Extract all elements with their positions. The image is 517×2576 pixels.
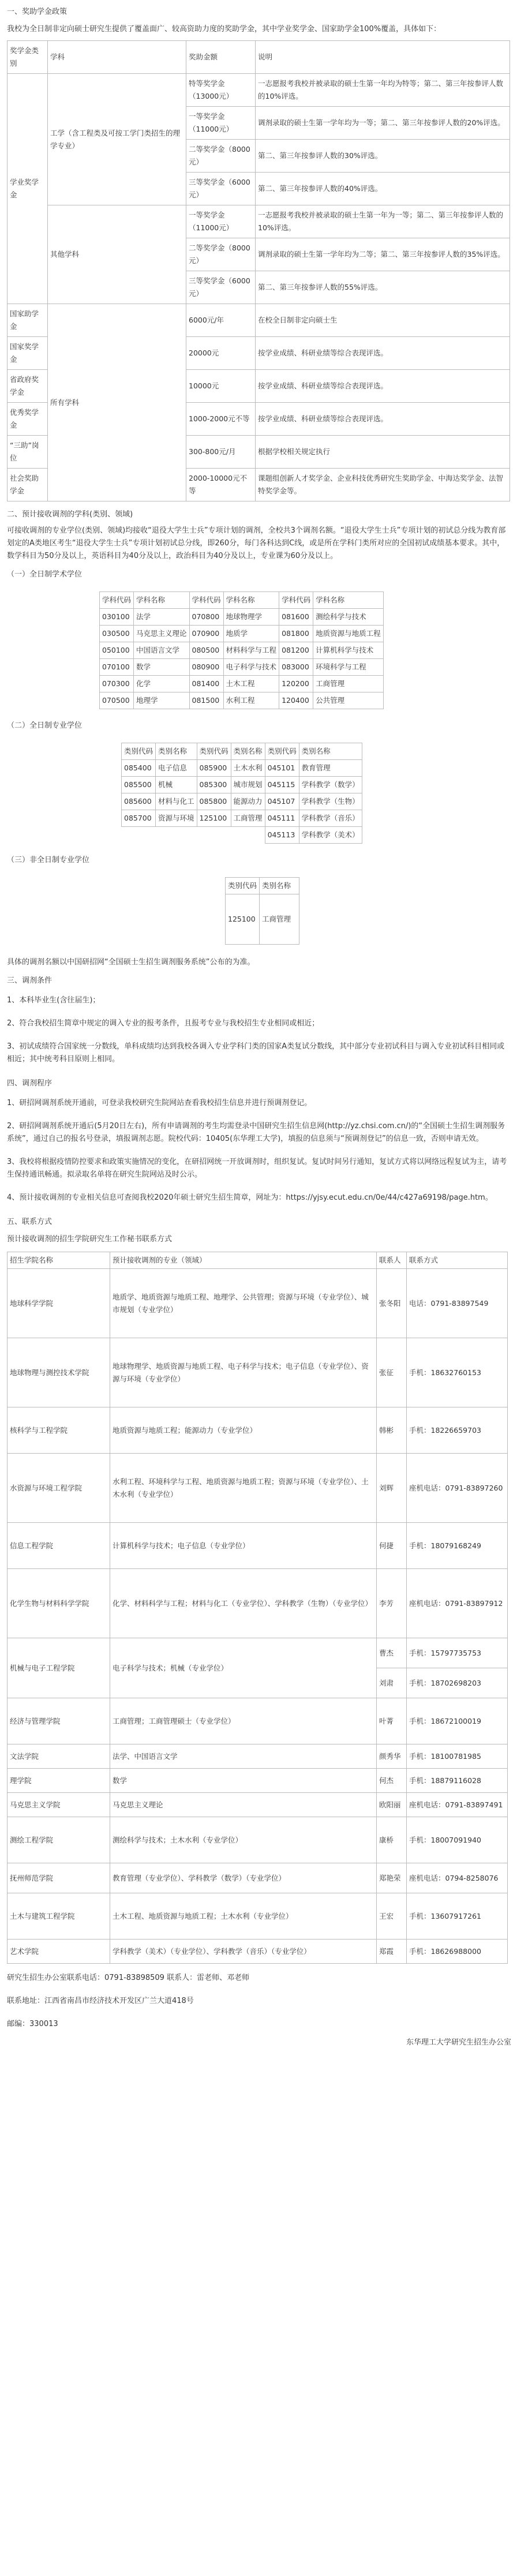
cell: 045113	[265, 827, 299, 844]
table-row	[8, 1893, 508, 1940]
contact-person: 颜秀华	[377, 1744, 407, 1769]
table-header: 学科名称	[313, 592, 384, 609]
table-row	[8, 1744, 508, 1769]
cell: 地球物理学	[223, 609, 279, 626]
section-title-subjects: 二、预计接收调剂的学科(类别、领域)	[7, 510, 133, 519]
contact-person: 何杰	[377, 1769, 407, 1793]
award-note: 一志愿报考我校并被录取的硕士生第一年均为特等；第二、第三年按参评人数的10%评选。	[256, 74, 510, 107]
contact-person: 曹杰	[377, 1638, 407, 1668]
cell: 计算机科学与技术	[313, 642, 384, 659]
contact-phone: 手机：18100781985	[407, 1744, 508, 1769]
award-category: 国家助学金	[8, 304, 48, 337]
contact-person: 刘辉	[377, 1454, 407, 1523]
cell: 030500	[100, 626, 134, 642]
cell: 081200	[279, 642, 313, 659]
cell: 045111	[265, 810, 299, 827]
college-name: 地球物理与测控技术学院	[8, 1338, 110, 1407]
majors: 土木工程、地质资源与地质工程；土木水利（专业学位）	[110, 1893, 377, 1940]
table-header: 类别名称	[299, 743, 362, 760]
contact-phone: 手机：18672100019	[407, 1698, 508, 1744]
cell: 080500	[189, 642, 223, 659]
table-header: 预计接收调剂的专业（领域）	[110, 1252, 377, 1269]
table-header: 学科名称	[223, 592, 279, 609]
cell: 工商管理	[231, 810, 265, 827]
cell: 085700	[122, 810, 156, 827]
academic-table	[99, 591, 384, 709]
cell: 测绘科学与技术	[313, 609, 384, 626]
majors: 地质学、地质资源与地质工程、地理学、公共管理；资源与环境（专业学位）、城市规划（专业学位）	[110, 1269, 377, 1338]
contact-person: 张冬阳	[377, 1269, 407, 1338]
table-header: 学科代码	[189, 592, 223, 609]
table-header: 类别代码	[197, 743, 231, 760]
table-row	[100, 659, 384, 676]
section-title-procedure: 四、调剂程序	[7, 1079, 53, 1088]
cell: 土木工程	[223, 676, 279, 692]
college-name: 地球科学学院	[8, 1269, 110, 1338]
contacts-table	[7, 1252, 508, 1964]
awards-table	[7, 40, 510, 501]
award-category: 学业奖学金	[8, 74, 48, 304]
college-name: 机械与电子工程学院	[8, 1638, 110, 1698]
contact-person: 李芳	[377, 1569, 407, 1638]
award-amount: 二等奖学金（8000元）	[186, 238, 256, 271]
cell: 081400	[189, 676, 223, 692]
table-row	[8, 1769, 508, 1793]
award-amount: 一等奖学金（11000元）	[186, 107, 256, 140]
cell: 045101	[265, 760, 299, 777]
table-row	[8, 1793, 508, 1817]
table-row	[100, 642, 384, 659]
award-note: 按学业成绩、科研业绩等综合表现评选。	[256, 370, 510, 403]
table-header: 说明	[256, 41, 510, 74]
contact-phone: 座机电话：0791-83897260	[407, 1454, 508, 1523]
contact-phone: 手机：18632760153	[407, 1338, 508, 1407]
table-header: 类别名称	[260, 878, 299, 894]
cell: 050100	[100, 642, 134, 659]
table-row	[100, 609, 384, 626]
majors: 计算机科学与技术；电子信息（专业学位）	[110, 1523, 377, 1569]
table-row	[8, 1569, 508, 1638]
cell: 数学	[134, 659, 190, 676]
college-name: 水资源与环境工程学院	[8, 1454, 110, 1523]
majors: 数学	[110, 1769, 377, 1793]
award-amount: 10000元	[186, 370, 256, 403]
cell: 083000	[279, 659, 313, 676]
college-name: 文法学院	[8, 1744, 110, 1769]
award-amount: 一等奖学金（11000元）	[186, 205, 256, 238]
award-note: 按学业成绩、科研业绩等综合表现评选。	[256, 337, 510, 370]
table-header: 类别代码	[226, 878, 260, 894]
cell: 地理学	[134, 692, 190, 709]
table-row	[8, 1523, 508, 1569]
cell: 030100	[100, 609, 134, 626]
table-row	[100, 692, 384, 709]
award-category: 国家奖学金	[8, 337, 48, 370]
cell: 地质学	[223, 626, 279, 642]
award-amount: 300-800元/月	[186, 436, 256, 469]
table-row	[122, 810, 362, 827]
cell: 工商管理	[260, 894, 299, 945]
postcode: 邮编：330013	[7, 2020, 58, 2028]
award-note: 调剂录取的硕士生第一学年均为一等；第二、第三年按参评人数的20%评选。	[256, 107, 510, 140]
college-name: 化学生物与材料科学学院	[8, 1569, 110, 1638]
college-name: 测绘工程学院	[8, 1817, 110, 1863]
cell: 化学	[134, 676, 190, 692]
award-note: 根据学校相关规定执行	[256, 436, 510, 469]
signature: 东华理工大学研究生招生办公室	[406, 2038, 511, 2047]
table-header: 学科	[48, 41, 186, 74]
contact-phone: 手机：13607917261	[407, 1893, 508, 1940]
cell: 材料与化工	[156, 793, 197, 810]
cell: 城市规划	[231, 777, 265, 793]
table-row	[8, 1338, 508, 1407]
contact-intro: 预计接收调剂的招生学院研究生工作秘书联系方式	[7, 1235, 173, 1244]
contact-phone: 手机：18226659703	[407, 1407, 508, 1454]
award-note: 第二、第三年按参评人数的30%评选。	[256, 140, 510, 173]
cell: 120400	[279, 692, 313, 709]
majors: 水利工程、环境科学与工程、地质资源与地质工程；资源与环境（专业学位）、土木水利（专业学位）	[110, 1454, 377, 1523]
cell: 电子科学与技术	[223, 659, 279, 676]
cell: 085600	[122, 793, 156, 810]
subsection-professional: （二）全日制专业学位	[7, 721, 83, 730]
award-category: 社会奖助学金	[8, 469, 48, 501]
table-header: 招生学院名称	[8, 1252, 110, 1269]
award-amount: 2000-10000元不等	[186, 469, 256, 501]
contact-person: 郑霞	[377, 1940, 407, 1964]
table-row	[100, 626, 384, 642]
subsection-parttime: （三）非全日制专业学位	[7, 856, 90, 864]
cell: 085300	[197, 777, 231, 793]
contact-phone: 手机：18702698203	[407, 1668, 508, 1698]
cell: 070300	[100, 676, 134, 692]
cell: 125100	[197, 810, 231, 827]
majors: 法学、中国语言文学	[110, 1744, 377, 1769]
grad-office-contact: 研究生招生办公室联系电话：0791-83898509 联系人：雷老师、邓老师	[7, 1974, 250, 1982]
contact-person: 叶菁	[377, 1698, 407, 1744]
contact-person: 康桥	[377, 1817, 407, 1863]
majors: 学科教学（美术）（专业学位）、学科教学（音乐）（专业学位）	[110, 1940, 377, 1964]
cell: 085400	[122, 760, 156, 777]
cell: 材料科学与工程	[223, 642, 279, 659]
table-header: 学科代码	[279, 592, 313, 609]
cell: 中国语言文学	[134, 642, 190, 659]
table-row	[226, 894, 299, 945]
cell: 环境科学与工程	[313, 659, 384, 676]
contact-phone: 座机电话：0791-83897912	[407, 1569, 508, 1638]
cell: 085500	[122, 777, 156, 793]
table-row	[100, 676, 384, 692]
section-title-awards: 一、奖助学金政策	[7, 8, 68, 16]
contact-phone: 手机：15797735753	[407, 1638, 508, 1668]
contact-phone: 手机：18879116028	[407, 1769, 508, 1793]
table-row	[122, 760, 362, 777]
parttime-table	[225, 877, 299, 945]
table-header: 类别代码	[265, 743, 299, 760]
award-category: “三助”岗位	[8, 436, 48, 469]
award-note: 在校全日制非定向硕士生	[256, 304, 510, 337]
cell: 070500	[100, 692, 134, 709]
awards-intro: 我校为全日制非定向硕士研究生提供了覆盖面广、较高资助力度的奖助学金，其中学业奖学金、国家助学金100%覆盖，具体如下：	[7, 25, 441, 33]
table-row	[8, 1940, 508, 1964]
contact-phone: 座机电话：0794-8258076	[407, 1863, 508, 1893]
table-header: 学科代码	[100, 592, 134, 609]
cell: 125100	[226, 894, 260, 945]
condition-item: 1、本科毕业生(含往届生)；	[7, 996, 100, 1005]
table-row	[8, 1698, 508, 1744]
cell: 学科教学（生物）	[299, 793, 362, 810]
cell: 学科教学（美术）	[299, 827, 362, 844]
contact-phone: 手机：18079168249	[407, 1523, 508, 1569]
majors: 电子科学与技术；机械（专业学位）	[110, 1638, 377, 1698]
contact-phone: 座机电话：0791-83897491	[407, 1793, 508, 1817]
contact-phone: 手机：18007091940	[407, 1817, 508, 1863]
cell: 公共管理	[313, 692, 384, 709]
cell: 水利工程	[223, 692, 279, 709]
cell: 070800	[189, 609, 223, 626]
award-note: 第二、第三年按参评人数的55%评选。	[256, 271, 510, 304]
contact-person: 刘肃	[377, 1668, 407, 1698]
college-name: 土木与建筑工程学院	[8, 1893, 110, 1940]
contact-phone: 电话：0791-83897549	[407, 1269, 508, 1338]
award-subject: 所有学科	[48, 304, 186, 501]
contact-person: 郑艳荣	[377, 1863, 407, 1893]
award-note: 第二、第三年按参评人数的40%评选。	[256, 173, 510, 205]
table-row	[122, 777, 362, 793]
cell: 080900	[189, 659, 223, 676]
procedure-item: 1、研招网调剂系统开通前，可登录我校研究生院网站查看我校招生信息并进行预调剂登记。	[7, 1099, 312, 1107]
award-amount: 1000-2000元不等	[186, 403, 256, 436]
table-row	[8, 1817, 508, 1863]
cell: 教育管理	[299, 760, 362, 777]
college-name: 抚州师范学院	[8, 1863, 110, 1893]
subsection-academic: （一）全日制学术学位	[7, 570, 83, 579]
cell: 045115	[265, 777, 299, 793]
condition-item: 3、初试成绩符合国家统一分数线，单科成绩均达到我校各调入专业学科门类的国家A类复试分数线，其中部分专业初试科目与调入专业初试科目相同或相近；其中统考科目原则上相同。	[7, 1042, 505, 1064]
cell: 120200	[279, 676, 313, 692]
majors: 地球物理学、地质资源与地质工程、电子科学与技术；电子信息（专业学位）、资源与环境（专业学位）	[110, 1338, 377, 1407]
section-title-contact: 五、联系方式	[7, 1218, 53, 1226]
contact-person: 张征	[377, 1338, 407, 1407]
cell: 工商管理	[313, 676, 384, 692]
college-name: 信息工程学院	[8, 1523, 110, 1569]
address: 联系地址：江西省南昌市经济技术开发区广兰大道418号	[7, 1997, 194, 2005]
award-note: 课题组创新人才奖学金、企业科技优秀研究生奖助学金、中海达奖学金、法智特奖学金等。	[256, 469, 510, 501]
cell: 081800	[279, 626, 313, 642]
section-title-conditions: 三、调剂条件	[7, 976, 53, 985]
condition-item: 2、符合我校招生简章中规定的调入专业的报考条件，且报考专业与我校招生专业相同或相近；	[7, 1019, 320, 1028]
cell: 电子信息	[156, 760, 197, 777]
majors: 马克思主义理论	[110, 1793, 377, 1817]
table-row	[8, 1454, 508, 1523]
cell: 081600	[279, 609, 313, 626]
cell: 081500	[189, 692, 223, 709]
cell: 土木水利	[231, 760, 265, 777]
cell: 资源与环境	[156, 810, 197, 827]
cell: 085900	[197, 760, 231, 777]
award-amount: 三等奖学金（6000元）	[186, 173, 256, 205]
table-row	[122, 827, 362, 844]
table-header: 联系方式	[407, 1252, 508, 1269]
college-name: 艺术学院	[8, 1940, 110, 1964]
table-header: 类别代码	[122, 743, 156, 760]
table-header: 类别名称	[231, 743, 265, 760]
professional-table	[121, 743, 362, 844]
table-row	[8, 1863, 508, 1893]
table-row	[122, 793, 362, 810]
award-amount: 特等奖学金（13000元）	[186, 74, 256, 107]
cell: 能源动力	[231, 793, 265, 810]
subjects-intro: 可接收调剂的专业学位(类别、领域)均接收“退役大学生士兵”专项计划的调剂，全校共3个调剂名额。“退役大学生士兵”专项计划的初试总分线为教育部划定的A类地区考生“退役大学生士兵”专项计划初试总分线，即260分，每门各科达到C线，或是所在学科门类所对应的全国初试成绩基本要求。其中，数学科目为50分及以上，英语科目为40分及以上，政治科目为40分及以上，专业课为60分及以上。	[7, 526, 506, 560]
procedure-item: 4、预计接收调剂的专业相关信息可查阅我校2020年硕士研究生招生简章，网址为：https://yjsy.ecut.edu.cn/0e/44/c427a69198/page.htm。	[7, 1193, 493, 1202]
table-row	[8, 1407, 508, 1454]
majors: 教育管理（专业学位）、学科教学（数学）（专业学位）	[110, 1863, 377, 1893]
contact-person: 何捷	[377, 1523, 407, 1569]
college-name: 经济与管理学院	[8, 1698, 110, 1744]
award-note: 按学业成绩、科研业绩等综合表现评选。	[256, 403, 510, 436]
award-amount: 二等奖学金（8000元）	[186, 140, 256, 173]
cell: 法学	[134, 609, 190, 626]
cell: 学科教学（数学）	[299, 777, 362, 793]
table-header: 学科名称	[134, 592, 190, 609]
award-subject: 工学（含工程类及可按工学门类招生的理学专业）	[48, 74, 186, 205]
procedure-item: 2、研招网调剂系统开通后(5月20日左右)，所有申请调剂的考生均需登录中国研究生招生信息网(http://yz.chsi.com.cn/)的“全国硕士生招生调剂服务系统”，通过自己的报名号登录，填报调剂志愿。院校代码：10405(东华理工大学)，填报的信息须与“预调剂登记”的信息一致，否则申请无效。	[7, 1122, 505, 1143]
cell: 马克思主义理论	[134, 626, 190, 642]
contact-person: 韩彬	[377, 1407, 407, 1454]
table-header: 类别名称	[156, 743, 197, 760]
table-header: 奖学金类别	[8, 41, 48, 74]
cell: 070900	[189, 626, 223, 642]
contact-person: 王宏	[377, 1893, 407, 1940]
procedure-item: 3、我校将根据疫情防控要求和政策实施情况的变化，在研招网统一开放调剂时，组织复试。复试时间另行通知，复试方式将以网络远程复试为主，请考生保持通讯畅通。拟录取名单将在研究生院网站及时公示。	[7, 1158, 507, 1179]
award-category: 省政府奖学金	[8, 370, 48, 403]
cell: 045107	[265, 793, 299, 810]
award-amount: 20000元	[186, 337, 256, 370]
cell: 机械	[156, 777, 197, 793]
award-amount: 三等奖学金（6000元）	[186, 271, 256, 304]
quota-note: 具体的调剂名额以中国研招网“全国硕士生招生调剂服务系统”公布的为准。	[7, 958, 255, 967]
cell: 070100	[100, 659, 134, 676]
cell: 学科教学（音乐）	[299, 810, 362, 827]
contact-person: 欧阳丽	[377, 1793, 407, 1817]
college-name: 核科学与工程学院	[8, 1407, 110, 1454]
majors: 化学、材料科学与工程；材料与化工（专业学位）、学科教学（生物）（专业学位）	[110, 1569, 377, 1638]
contact-phone: 手机：18626988000	[407, 1940, 508, 1964]
award-note: 调剂录取的硕士生第一学年均为二等；第二、第三年按参评人数的35%评选。	[256, 238, 510, 271]
majors: 地质资源与地质工程；能源动力（专业学位）	[110, 1407, 377, 1454]
award-category: 优秀奖学金	[8, 403, 48, 436]
table-header: 奖助金额	[186, 41, 256, 74]
table-row	[8, 1269, 508, 1338]
award-note: 一志愿报考我校并被录取的硕士生第一年为一等；第二、第三年按参评人数的10%评选。	[256, 205, 510, 238]
award-amount: 6000元/年	[186, 304, 256, 337]
award-subject: 其他学科	[48, 205, 186, 304]
college-name: 理学院	[8, 1769, 110, 1793]
majors: 工商管理；工商管理硕士（专业学位）	[110, 1698, 377, 1744]
cell: 地质资源与地质工程	[313, 626, 384, 642]
table-row	[8, 1638, 508, 1668]
college-name: 马克思主义学院	[8, 1793, 110, 1817]
cell: 085800	[197, 793, 231, 810]
table-header: 联系人	[377, 1252, 407, 1269]
majors: 测绘科学与技术；土木水利（专业学位）	[110, 1817, 377, 1863]
